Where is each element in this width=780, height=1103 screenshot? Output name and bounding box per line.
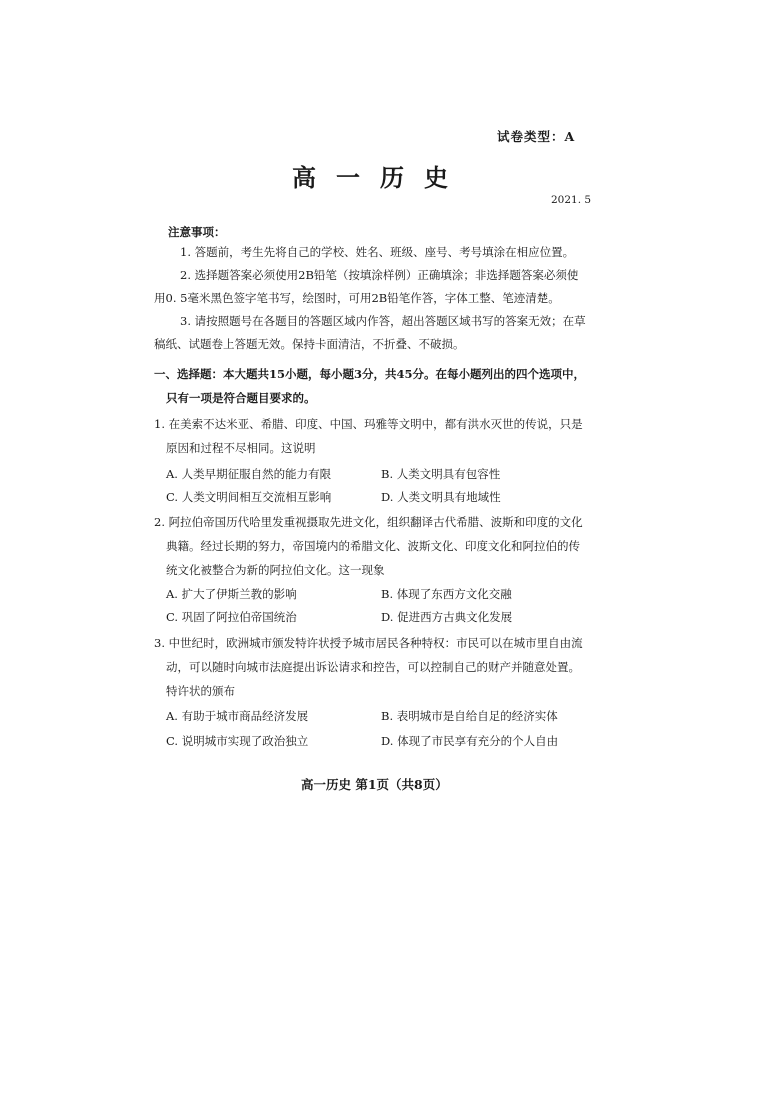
option-a: A. 人类早期征服自然的能力有限 xyxy=(166,467,332,481)
question-stem: 典籍。经过长期的努力，帝国境内的希腊文化、波斯文化、印度文化和阿拉伯的传 xyxy=(166,539,580,553)
notice-line: 2. 选择题答案必须使用2B铅笔（按填涂样例）正确填涂；非选择题答案必须使 xyxy=(180,268,579,282)
option-b: B. 人类文明具有包容性 xyxy=(381,467,501,481)
notice-line: 3. 请按照题号在各题目的答题区域内作答，超出答题区域书写的答案无效；在草 xyxy=(180,314,586,328)
question-stem: 1. 在美索不达米亚、希腊、印度、中国、玛雅等文明中，都有洪水灭世的传说，只是 xyxy=(154,417,583,431)
section-heading: 一、选择题：本大题共15小题，每小题3分，共45分。在每小题列出的四个选项中， xyxy=(154,367,586,381)
option-b: B. 体现了东西方文化交融 xyxy=(381,587,512,601)
question-stem: 动，可以随时向城市法庭提出诉讼请求和控告，可以控制自己的财产并随意处置。 xyxy=(166,660,580,674)
option-b: B. 表明城市是自给自足的经济实体 xyxy=(381,709,558,723)
option-d: D. 体现了市民享有充分的个人自由 xyxy=(381,734,559,748)
question-stem: 特许状的颁布 xyxy=(166,684,235,698)
exam-date: 2021. 5 xyxy=(551,194,592,206)
notice-line: 用0. 5毫米黑色签字笔书写，绘图时，可用2B铅笔作答，字体工整、笔迹清楚。 xyxy=(154,291,560,305)
question-stem: 2. 阿拉伯帝国历代哈里发重视摄取先进文化，组织翻译古代希腊、波斯和印度的文化 xyxy=(154,515,583,529)
option-c: C. 说明城市实现了政治独立 xyxy=(166,734,309,748)
option-a: A. 有助于城市商品经济发展 xyxy=(166,709,309,723)
question-stem: 统文化被整合为新的阿拉伯文化。这一现象 xyxy=(166,563,385,577)
option-a: A. 扩大了伊斯兰教的影响 xyxy=(166,587,297,601)
option-c: C. 人类文明间相互交流相互影响 xyxy=(166,490,332,504)
question-stem: 3. 中世纪时，欧洲城市颁发特许状授予城市居民各种特权：市民可以在城市里自由流 xyxy=(154,636,583,650)
page-footer: 高一历史 第1页（共8页） xyxy=(301,777,448,792)
notice-line: 1. 答题前，考生先将自己的学校、姓名、班级、座号、考号填涂在相应位置。 xyxy=(180,245,575,259)
question-stem: 原因和过程不尽相同。这说明 xyxy=(166,441,316,455)
notice-line: 稿纸、试题卷上答题无效。保持卡面清洁，不折叠、不破损。 xyxy=(154,337,465,351)
page-title: 高一历史 xyxy=(292,164,468,192)
option-d: D. 人类文明具有地域性 xyxy=(381,490,501,504)
notice-heading: 注意事项： xyxy=(168,225,226,239)
option-c: C. 巩固了阿拉伯帝国统治 xyxy=(166,610,297,624)
option-d: D. 促进西方古典文化发展 xyxy=(381,610,513,624)
paper-type-label: 试卷类型：A xyxy=(497,129,576,144)
section-heading-cont: 只有一项是符合题目要求的。 xyxy=(166,391,316,405)
